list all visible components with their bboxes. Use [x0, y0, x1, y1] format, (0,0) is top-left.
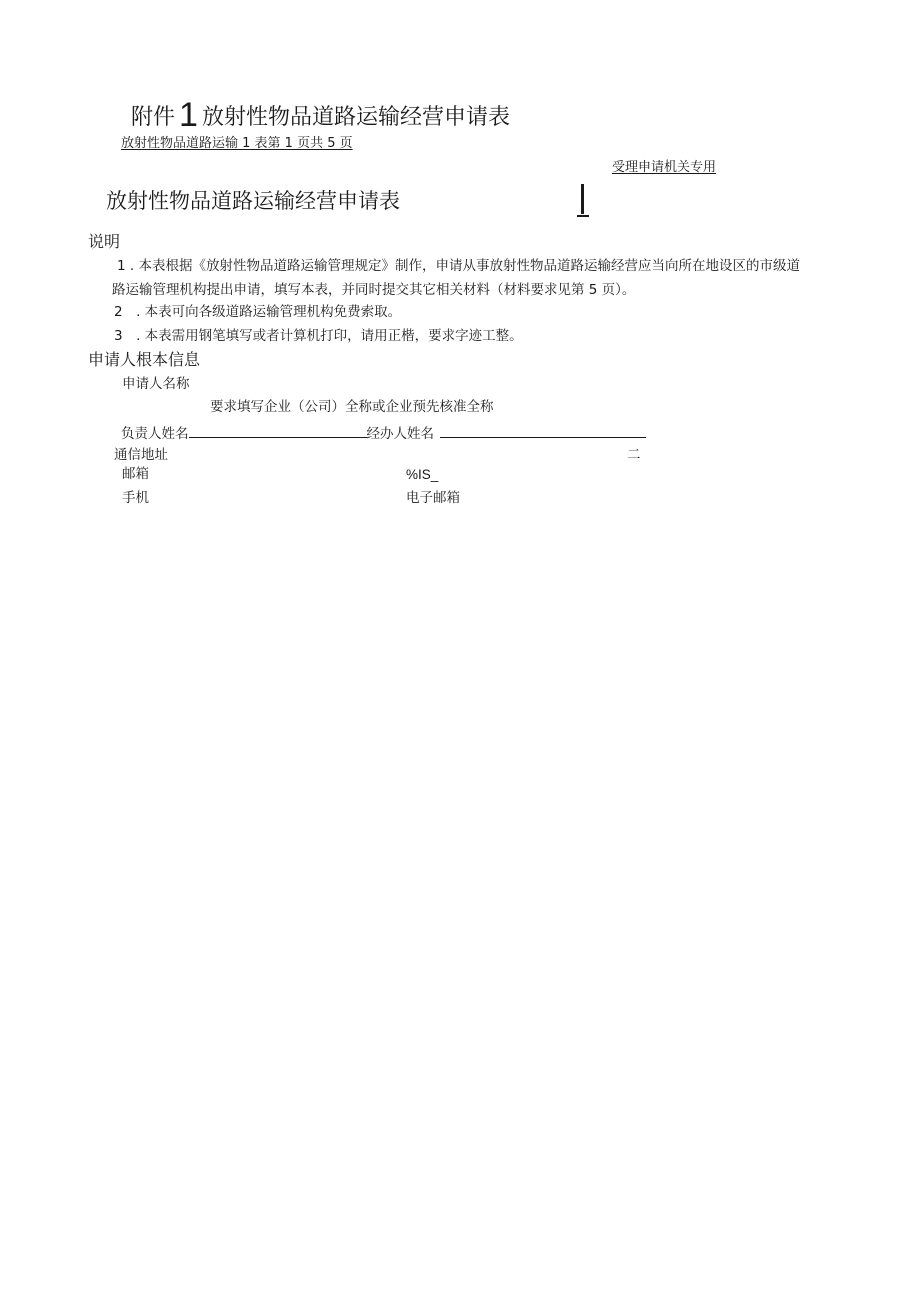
- applicant-name-hint: 要求填写企业（公司）全称或企业预先核准全称: [210, 399, 494, 415]
- office-use-mark: [577, 184, 589, 218]
- address-mark: 二: [627, 447, 641, 463]
- applicant-info-heading: 申请人根本信息: [88, 350, 201, 369]
- note-item-2: 2 . 本表可向各级道路运输管理机构免费索取。: [114, 304, 402, 320]
- form-page-indicator: 放射性物品道路运输 1 表第 1 页共 5 页: [121, 136, 353, 151]
- title-prefix: 附件: [131, 105, 176, 130]
- applicant-name-label: 申请人名称: [122, 376, 190, 392]
- responsible-person-label: 负责人姓名: [121, 426, 189, 442]
- handler-name-field[interactable]: [440, 425, 646, 438]
- title-number: 1: [179, 96, 198, 134]
- note-item-3: 3 . 本表需用钢笔填写或者计算机打印，请用正楷，要求字迹工整。: [114, 328, 523, 344]
- note-item-1: 1 . 本表根据《放射性物品道路运输管理规定》制作，申请从事放射性物品道路运输经营应当向所在地设区的市级道: [117, 258, 800, 274]
- form-title: 放射性物品道路运输经营申请表: [106, 189, 400, 213]
- responsible-person-row: [121, 425, 646, 442]
- fax-label: %IS_: [406, 467, 439, 482]
- note-item-1-continued: 路运输管理机构提出申请，填写本表，并同时提交其它相关材料（材料要求见第 5 页）。: [112, 282, 636, 298]
- notes-heading: 说明: [88, 232, 121, 251]
- handler-name-label: 经办人姓名: [366, 426, 434, 442]
- postcode-label: 邮箱: [122, 466, 149, 482]
- mobile-label: 手机: [122, 490, 149, 506]
- title-text: 放射性物品道路运输经营申请表: [201, 105, 510, 130]
- address-label: 通信地址: [114, 447, 168, 463]
- mark-underline: [577, 215, 589, 217]
- mark-vertical-bar: [581, 184, 584, 214]
- responsible-person-field[interactable]: [189, 425, 367, 438]
- office-use-label: 受理申请机关专用: [612, 160, 717, 175]
- document-title: [131, 96, 510, 134]
- email-label: 电子邮箱: [406, 490, 460, 506]
